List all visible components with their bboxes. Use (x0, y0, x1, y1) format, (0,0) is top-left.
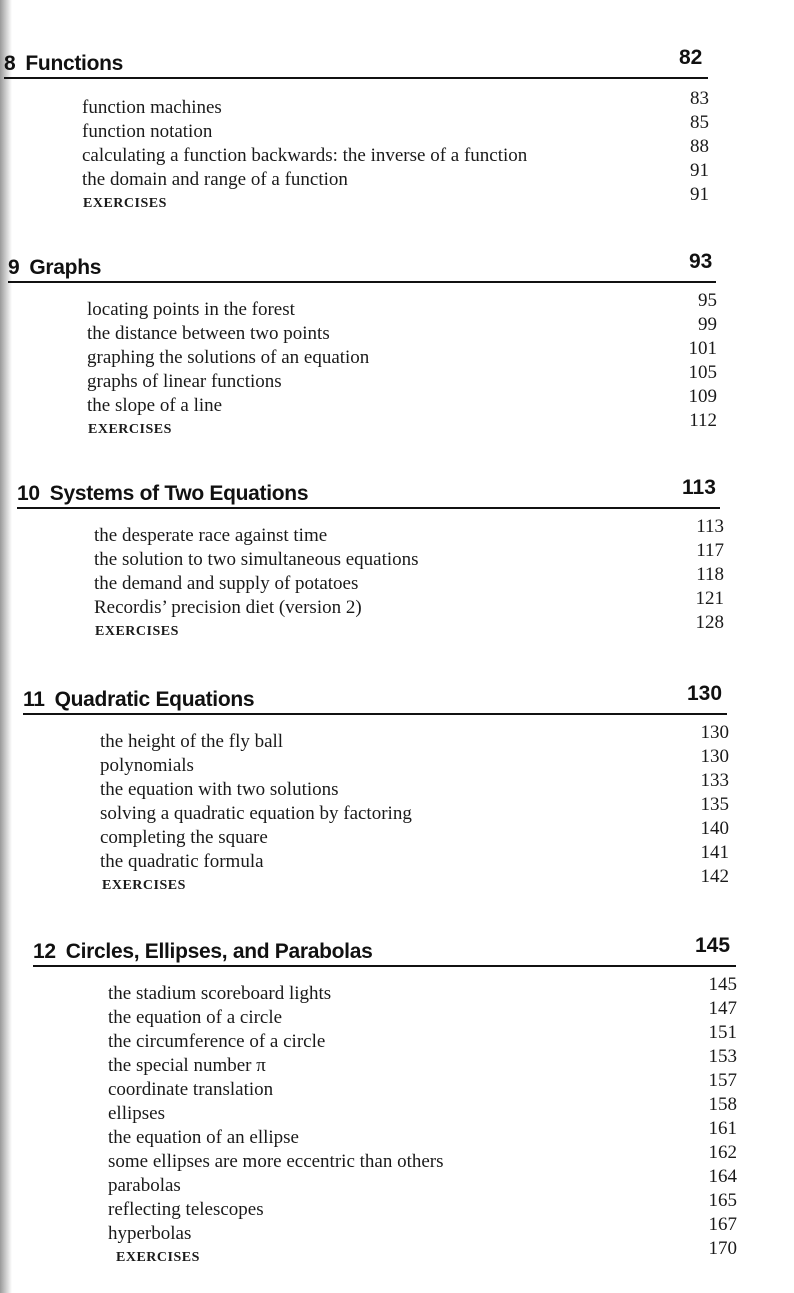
exercises-label: EXERCISES (83, 196, 167, 211)
entry-title: the equation with two solutions (100, 779, 339, 800)
entry-row (0, 1022, 794, 1052)
entry-row (0, 410, 794, 438)
entry-title: completing the square (100, 827, 268, 848)
chapter-heading (0, 466, 794, 506)
entry-title: solving a quadratic equation by factoring (100, 803, 412, 824)
entry-title: the distance between two points (87, 323, 330, 344)
entry-row (0, 612, 794, 640)
entry-page: 142 (700, 866, 729, 887)
entry-row (0, 1046, 794, 1076)
exercises-label: EXERCISES (102, 878, 186, 893)
entry-page: 118 (696, 564, 724, 585)
chapter-rule (8, 281, 716, 283)
entry-page: 130 (700, 746, 729, 767)
entry-page: 95 (698, 290, 717, 311)
entry-title: the circumference of a circle (108, 1031, 326, 1052)
chapter-title-text: Quadratic Equations (54, 688, 255, 711)
chapter-heading (0, 36, 794, 76)
entry-page: 135 (700, 794, 729, 815)
entry-page: 99 (698, 314, 717, 335)
entry-title: the special number π (108, 1055, 266, 1076)
entry-page: 88 (690, 136, 709, 157)
chapter-page: 145 (695, 934, 731, 957)
chapter-page: 130 (687, 682, 723, 705)
entry-title: ellipses (108, 1103, 165, 1124)
entry-title: the quadratic formula (100, 851, 264, 872)
chapter-heading (0, 924, 794, 964)
exercises-label: EXERCISES (116, 1250, 200, 1265)
entry-row (0, 1118, 794, 1148)
entry-page: 164 (708, 1166, 737, 1187)
entry-row (0, 866, 794, 894)
entry-title: calculating a function backwards: the inverse of a function (82, 145, 528, 166)
entry-title: some ellipses are more eccentric than others (108, 1151, 444, 1172)
entry-list (0, 974, 794, 1266)
entry-title: the height of the fly ball (100, 731, 284, 752)
chapter-page: 82 (679, 46, 703, 69)
entry-page: 85 (690, 112, 709, 133)
entry-title: hyperbolas (108, 1223, 192, 1244)
entry-list (0, 516, 794, 640)
chapter-heading (0, 240, 794, 280)
entry-title: the solution to two simultaneous equations (94, 549, 419, 570)
chapter-rule (4, 77, 708, 79)
chapter-title-text: Functions (25, 52, 124, 75)
chapter-heading (0, 672, 794, 712)
chapter-title (33, 940, 372, 964)
entry-row (0, 1142, 794, 1172)
entry-list (0, 88, 794, 212)
entry-list (0, 290, 794, 438)
chapter-9 (0, 240, 794, 438)
entry-page: 121 (695, 588, 724, 609)
entry-row (0, 998, 794, 1028)
entry-title: the desperate race against time (94, 525, 328, 546)
entry-page: 147 (708, 998, 737, 1019)
chapter-10 (0, 466, 794, 640)
entry-title: the equation of a circle (108, 1007, 283, 1028)
entry-row (0, 1214, 794, 1244)
entry-page: 140 (700, 818, 729, 839)
entry-page: 158 (708, 1094, 737, 1115)
entry-page: 130 (700, 722, 729, 743)
entry-page: 170 (708, 1238, 737, 1259)
chapter-page: 113 (682, 476, 716, 499)
exercises-label: EXERCISES (88, 422, 172, 437)
chapter-title (8, 256, 101, 280)
entry-row (0, 974, 794, 1004)
chapter-12 (0, 924, 794, 1266)
entry-row (0, 1094, 794, 1124)
entry-title: locating points in the forest (87, 299, 295, 320)
entry-page: 133 (700, 770, 729, 791)
entry-page: 109 (688, 386, 717, 407)
entry-page: 91 (690, 160, 709, 181)
chapter-title (17, 482, 308, 506)
chapter-rule (33, 965, 736, 967)
entry-page: 162 (708, 1142, 737, 1163)
entry-page: 141 (700, 842, 729, 863)
entry-page: 157 (708, 1070, 737, 1091)
entry-title: graphing the solutions of an equation (87, 347, 370, 368)
chapter-title (23, 688, 254, 712)
entry-title: function notation (82, 121, 213, 142)
chapter-8 (0, 36, 794, 212)
chapter-title-text: Circles, Ellipses, and Parabolas (65, 940, 373, 963)
entry-title: function machines (82, 97, 222, 118)
entry-page: 91 (690, 184, 709, 205)
chapter-number: 12 (33, 940, 56, 963)
entry-title: the stadium scoreboard lights (108, 983, 332, 1004)
entry-title: polynomials (100, 755, 194, 776)
entry-page: 83 (690, 88, 709, 109)
entry-row (0, 1166, 794, 1196)
chapter-number: 10 (17, 482, 40, 505)
entry-title: coordinate translation (108, 1079, 274, 1100)
exercises-label: EXERCISES (95, 624, 179, 639)
entry-page: 165 (708, 1190, 737, 1211)
entry-row (0, 184, 794, 212)
entry-page: 153 (708, 1046, 737, 1067)
chapter-title-text: Graphs (29, 256, 102, 279)
entry-title: the domain and range of a function (82, 169, 348, 190)
entry-title: Recordis’ precision diet (version 2) (94, 597, 362, 618)
entry-title: the slope of a line (87, 395, 223, 416)
chapter-title (4, 52, 123, 76)
entry-page: 101 (688, 338, 717, 359)
entry-list (0, 722, 794, 894)
entry-page: 105 (688, 362, 717, 383)
chapter-11 (0, 672, 794, 894)
entry-page: 117 (696, 540, 724, 561)
entry-page: 128 (695, 612, 724, 633)
entry-row (0, 1238, 794, 1266)
chapter-title-text: Systems of Two Equations (49, 482, 309, 505)
entry-title: reflecting telescopes (108, 1199, 264, 1220)
entry-page: 112 (689, 410, 717, 431)
entry-row (0, 1070, 794, 1100)
entry-page: 161 (708, 1118, 737, 1139)
chapter-rule (17, 507, 720, 509)
entry-page: 113 (696, 516, 724, 537)
chapter-number: 11 (23, 688, 45, 711)
entry-page: 167 (708, 1214, 737, 1235)
chapter-rule (23, 713, 727, 715)
entry-page: 145 (708, 974, 737, 995)
entry-row (0, 1190, 794, 1220)
chapter-page: 93 (689, 250, 713, 273)
entry-title: graphs of linear functions (87, 371, 282, 392)
chapter-number: 8 (4, 52, 16, 75)
entry-title: parabolas (108, 1175, 181, 1196)
entry-page: 151 (708, 1022, 737, 1043)
chapter-number: 9 (8, 256, 20, 279)
entry-title: the equation of an ellipse (108, 1127, 299, 1148)
entry-title: the demand and supply of potatoes (94, 573, 359, 594)
